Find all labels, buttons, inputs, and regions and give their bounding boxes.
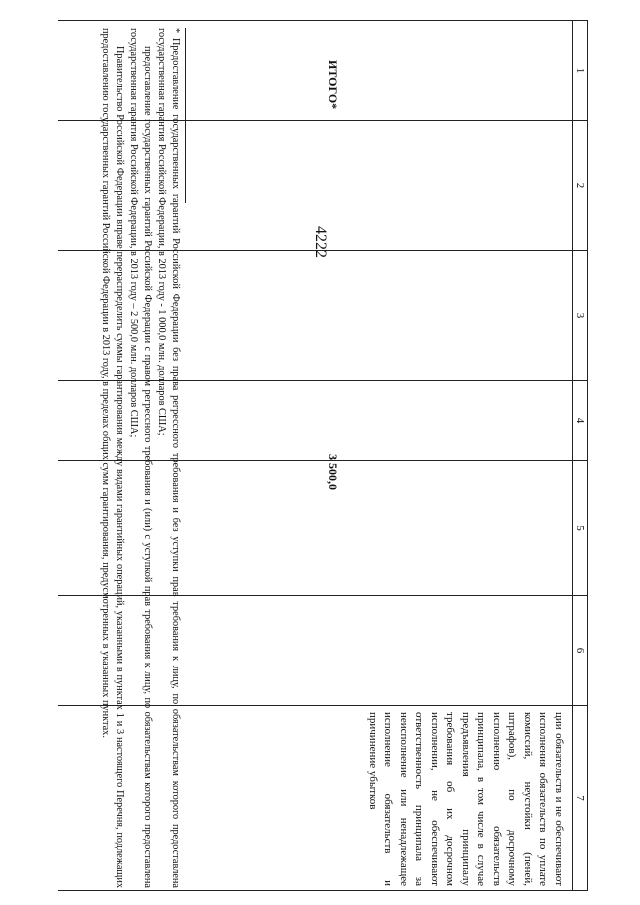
column-header-1: 1	[573, 21, 588, 121]
footnote-divider	[185, 28, 186, 203]
footnotes	[98, 28, 182, 888]
column-header-4: 4	[573, 381, 588, 461]
guarantee-conditions-text: ции обязательств и не обеспечивают исполнения обязательств по уплате комиссий, неустойки (пеней, штрафов), по досрочному исполнению обязательств принципала, в том числе в случае предъявления принципалу требования об их досрочном исполнении, не обеспечивают ответственность принципала за неисполнение или ненадлежащее исполнение обязательств и причинение убытков	[58, 706, 573, 891]
column-header-3: 3	[573, 251, 588, 381]
page-number: 4222	[312, 226, 329, 258]
footnote-paragraph: предоставление государственных гарантий Российской Федерации с правом регрессного требования и (или) с уступкой прав требования к лицу, по обязательствам которого предоставлена государственная гарантия Российской Федерации, в 2013 году – 2 500,0 млн. долларов США;	[128, 28, 153, 888]
footnote-paragraph: Правительство Российской Федерации вправе перераспределить суммы гарантирования между видами гарантийных операций, указанными в пунктах 1 и 3 настоящего Перечня, подлежащих предоставлению государственных гарантий Российской Федерации в 2013 году, в пределах общих сумм гарантирования, предусмотренных в указанных пунктах.	[100, 28, 125, 888]
column-header-6: 6	[573, 596, 588, 706]
total-label: ИТОГО*	[326, 60, 340, 110]
table-header	[573, 21, 588, 891]
column-header-2: 2	[573, 121, 588, 251]
rotated-page-content	[58, 20, 588, 890]
total-value: 3 500,0	[326, 454, 340, 490]
footnote-paragraph: * Предоставление государственных гарантий Российской Федерации без права регрессного требования и без уступки прав требования к лицу, по обязательствам которого предоставлена государственная гарантия Российской Федерации, в 2013 году - 1 000,0 млн. долларов США;	[156, 28, 181, 888]
column-header-5: 5	[573, 461, 588, 596]
column-header-7: 7	[573, 706, 588, 891]
